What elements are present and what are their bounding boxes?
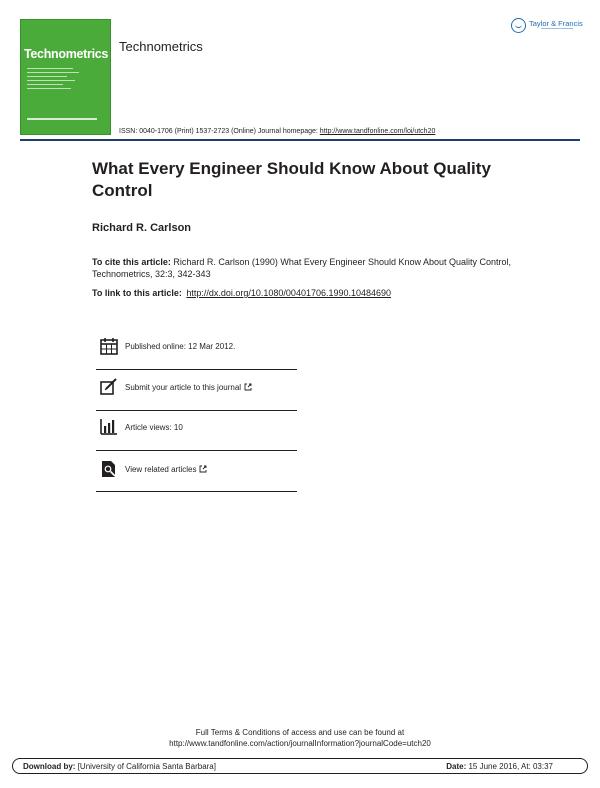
external-link-icon	[244, 383, 252, 391]
cover-small-print	[27, 24, 28, 28]
citation-block	[92, 256, 522, 280]
divider	[96, 369, 297, 370]
related-articles-link[interactable]: View related articles	[125, 465, 207, 474]
journal-homepage-link[interactable]: http://www.tandfonline.com/loi/utch20	[319, 128, 436, 135]
article-author: Richard R. Carlson	[92, 222, 192, 234]
divider	[96, 491, 297, 492]
calendar-icon	[100, 337, 118, 355]
article-views-text: Article views: 10	[125, 423, 183, 432]
publisher-logo-icon	[511, 18, 526, 33]
publisher-logo[interactable]	[511, 18, 583, 36]
download-info-box	[12, 758, 588, 774]
cite-label: To cite this article:	[92, 257, 171, 267]
issn-text: ISSN: 0040-1706 (Print) 1537-2723 (Online) Journal homepage:	[119, 128, 320, 135]
submit-article-link[interactable]: Submit your article to this journal	[125, 383, 252, 392]
terms-link[interactable]: http://www.tandfonline.com/action/journalInformation?journalCode=utch20	[169, 739, 431, 748]
article-title: What Every Engineer Should Know About Quality Control	[92, 159, 491, 200]
publisher-logo-text: Taylor & Francis	[529, 19, 583, 28]
article-link-line	[92, 288, 391, 298]
divider	[96, 450, 297, 451]
related-articles-item[interactable]	[97, 460, 297, 490]
cite-text: Richard R. Carlson (1990) What Every Engineer Should Know About Quality Control, Technometrics, 32:3, 342-343	[92, 257, 512, 279]
cover-title: Technometrics	[24, 47, 109, 61]
bar-chart-icon	[100, 418, 118, 436]
edit-icon	[100, 378, 118, 396]
published-online-text: Published online: 12 Mar 2012.	[125, 342, 236, 351]
article-views-item	[97, 418, 297, 448]
issn-line	[119, 128, 435, 135]
divider	[96, 410, 297, 411]
download-date: Date: 15 June 2016, At: 03:37	[446, 762, 553, 771]
link-label: To link to this article:	[92, 288, 182, 298]
doi-link[interactable]: http://dx.doi.org/10.1080/00401706.1990.10484690	[186, 288, 392, 298]
terms-conditions	[100, 727, 500, 749]
downloaded-by: Download by: [University of California Santa Barbara]	[23, 762, 216, 771]
journal-cover-image	[20, 19, 111, 135]
journal-name: Technometrics	[119, 39, 203, 54]
submit-article-item[interactable]	[97, 378, 297, 408]
terms-line: Full Terms & Conditions of access and use can be found at	[195, 728, 405, 737]
published-online-item	[97, 337, 297, 367]
external-link-icon	[199, 465, 207, 473]
search-document-icon	[100, 460, 118, 478]
header-divider	[20, 139, 580, 141]
